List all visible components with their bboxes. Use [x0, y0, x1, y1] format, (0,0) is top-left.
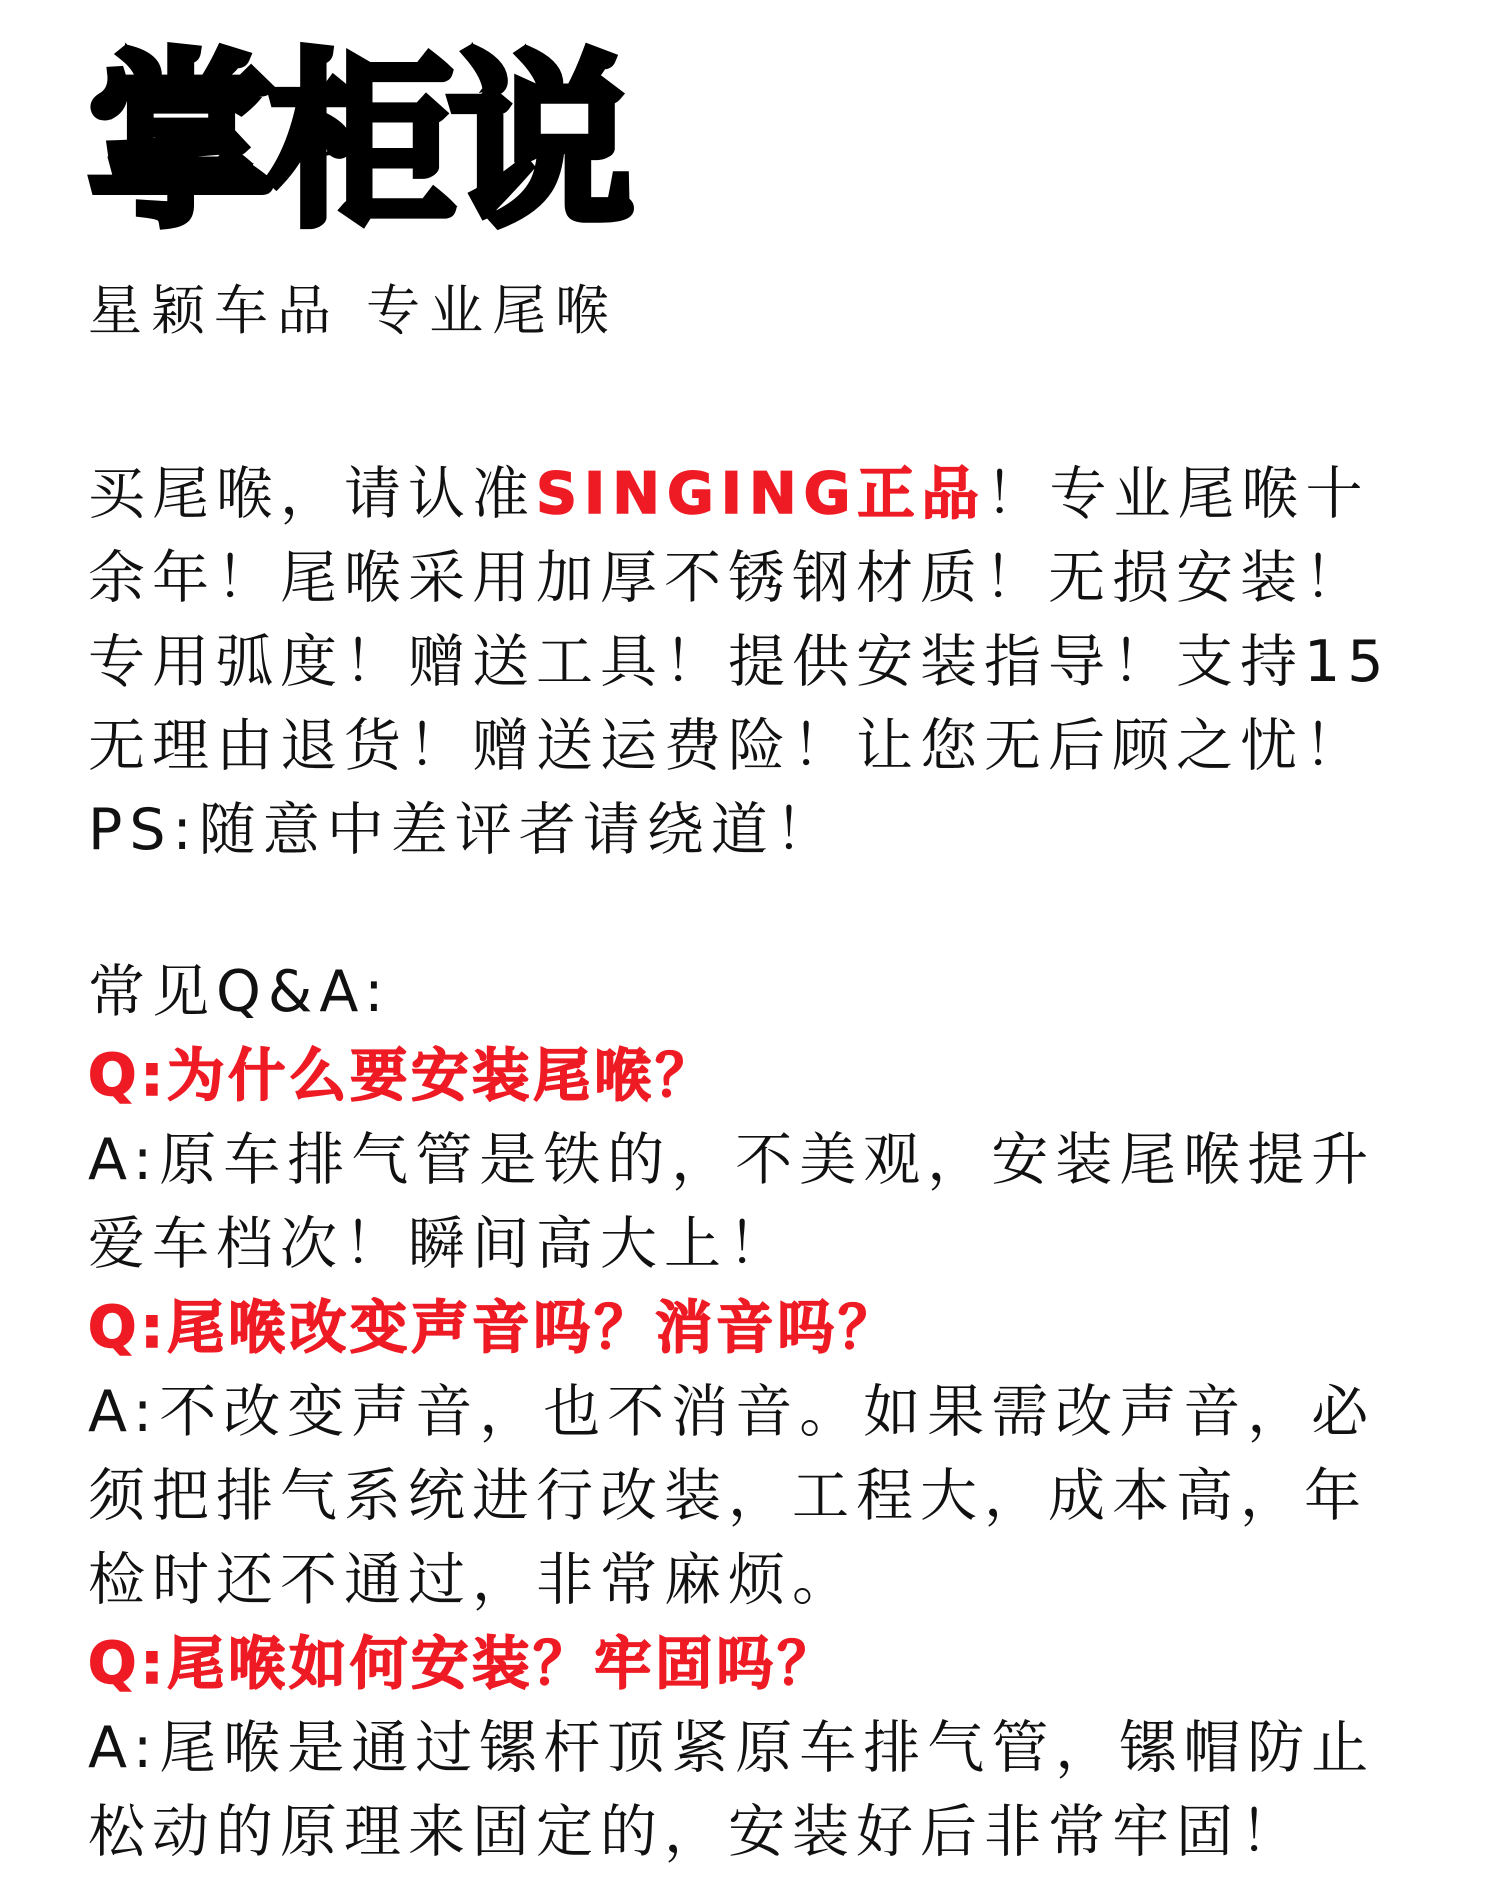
- answer-line: A:尾喉是通过镙杆顶紧原车排气管，镙帽防止: [88, 1715, 1376, 1781]
- answer-line: 须把排气系统进行改装，工程大，成本高，年: [88, 1463, 1368, 1529]
- question: Q:为什么要安装尾喉？: [88, 1043, 717, 1109]
- answer-line: 爱车档次！瞬间高大上！: [88, 1211, 792, 1277]
- page-title: 掌柜说: [88, 34, 629, 251]
- answer-line: A:原车排气管是铁的，不美观，安装尾喉提升: [88, 1127, 1376, 1193]
- qa-section: [88, 950, 1448, 1874]
- intro-line: 无理由退货！赠送运费险！让您无后顾之忧！: [88, 713, 1368, 779]
- intro-line: PS:随意中差评者请绕道！: [88, 797, 839, 863]
- answer-line: 松动的原理来固定的，安装好后非常牢固！: [88, 1799, 1304, 1865]
- qa-heading: 常见Q&A:: [88, 959, 391, 1025]
- question: Q:尾喉如何安装？牢固吗？: [88, 1631, 839, 1697]
- subtitle: 星颖车品 专业尾喉: [88, 279, 619, 342]
- answer-line: 检时还不通过，非常麻烦。: [88, 1547, 856, 1613]
- question: Q:尾喉改变声音吗？消音吗？: [88, 1295, 900, 1361]
- intro-line: [88, 452, 1448, 536]
- intro-line1-pre: 买尾喉，请认准: [88, 461, 536, 527]
- brand-highlight: SINGING正品: [536, 461, 986, 527]
- answer-line: A:不改变声音，也不消音。如果需改声音，必: [88, 1379, 1376, 1445]
- intro-paragraph: [88, 452, 1448, 872]
- intro-line: 余年！尾喉采用加厚不锈钢材质！无损安装！: [88, 545, 1368, 611]
- intro-line: 专用弧度！赠送工具！提供安装指导！支持15: [88, 629, 1391, 695]
- intro-line1-post: ！专业尾喉十: [985, 461, 1370, 527]
